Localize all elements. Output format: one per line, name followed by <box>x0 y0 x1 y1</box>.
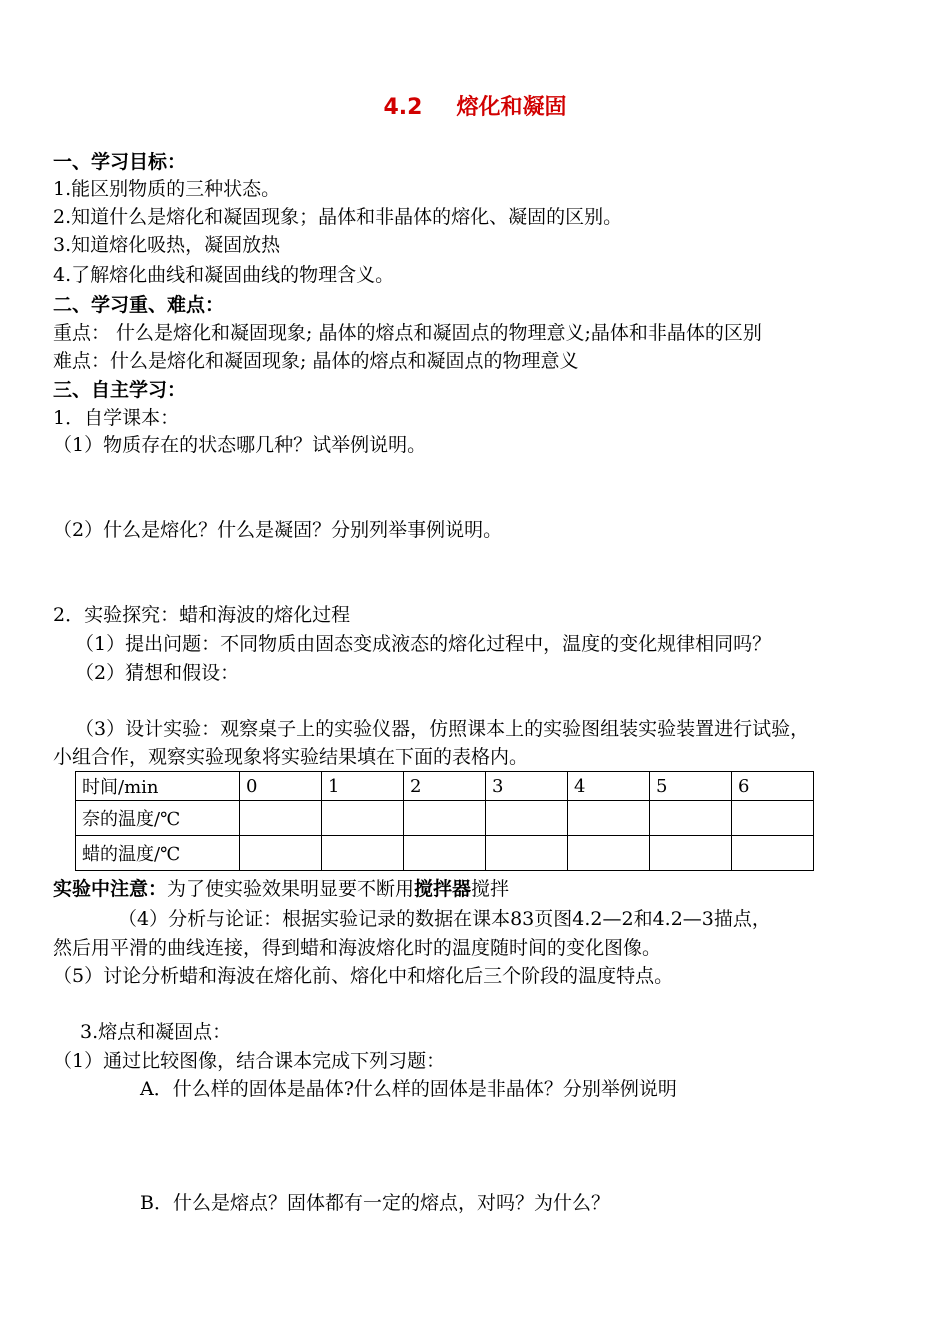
table-header-row <box>76 772 814 801</box>
goal-item-2: 2.知道什么是熔化和凝固现象；晶体和非晶体的熔化、凝固的区别。 <box>53 206 623 228</box>
table-row <box>76 836 814 871</box>
table-header-cell: 时间/min <box>76 772 240 801</box>
table-cell <box>650 801 732 836</box>
experiment-step-3-cont: 小组合作，观察实验现象将实验结果填在下面的表格内。 <box>53 746 529 768</box>
table-cell <box>732 801 814 836</box>
data-table <box>75 771 814 871</box>
experiment-step-1: （1）提出问题：不同物质由固态变成液态的熔化过程中，温度的变化规律相同吗？ <box>75 633 772 655</box>
self-study-item-3: 3.熔点和凝固点： <box>80 1021 232 1043</box>
note-text: 为了使实验效果明显要不断用 <box>167 878 415 900</box>
table-cell <box>568 801 650 836</box>
table-header-cell: 2 <box>404 772 486 801</box>
note-text-end: 搅拌 <box>471 878 510 900</box>
table-cell <box>240 836 322 871</box>
goal-item-4: 4.了解熔化曲线和凝固曲线的物理含义。 <box>53 264 395 286</box>
page-title <box>0 90 950 121</box>
table-cell <box>732 836 814 871</box>
table-header-cell: 1 <box>322 772 404 801</box>
table-header-cell: 5 <box>650 772 732 801</box>
goal-item-3: 3.知道熔化吸热，凝固放热 <box>53 234 281 256</box>
section-heading-key-points: 二、学习重、难点： <box>53 294 225 316</box>
table-cell <box>240 801 322 836</box>
table-cell <box>322 836 404 871</box>
comparison-question: （1）通过比较图像，结合课本完成下列习题： <box>53 1050 446 1072</box>
section-heading-self-study: 三、自主学习： <box>53 379 187 401</box>
experiment-step-5: （5）讨论分析蜡和海波在熔化前、熔化中和熔化后三个阶段的温度特点。 <box>53 965 674 987</box>
note-label: 实验中注意： <box>53 878 168 900</box>
table-cell <box>650 836 732 871</box>
goal-item-1: 1.能区别物质的三种状态。 <box>53 178 281 200</box>
self-study-item-2: 2．实验探究：蜡和海波的熔化过程 <box>53 604 351 626</box>
table-cell <box>486 801 568 836</box>
table-cell <box>568 836 650 871</box>
experiment-note <box>53 876 509 902</box>
experiment-step-4-cont: 然后用平滑的曲线连接，得到蜡和海波熔化时的温度随时间的变化图像。 <box>53 937 662 959</box>
row-label: 奈的温度/℃ <box>76 801 240 836</box>
note-keyword: 搅拌器 <box>414 878 472 900</box>
table-row <box>76 801 814 836</box>
experiment-step-3: （3）设计实验：观察桌子上的实验仪器，仿照课本上的实验图组装实验装置进行试验， <box>75 718 810 740</box>
title-number: 4.2 <box>383 95 423 120</box>
table-cell <box>322 801 404 836</box>
title-text: 熔化和凝固 <box>456 95 567 120</box>
table-header-cell: 4 <box>568 772 650 801</box>
question-a: A．什么样的固体是晶体?什么样的固体是非晶体？分别举例说明 <box>140 1078 677 1100</box>
experiment-step-4: （4）分析与论证：根据实验记录的数据在课本83页图4.2—2和4.2—3描点， <box>118 908 771 930</box>
table-cell <box>404 801 486 836</box>
question-b: B．什么是熔点？固体都有一定的熔点，对吗？为什么？ <box>140 1192 610 1214</box>
row-label: 蜡的温度/℃ <box>76 836 240 871</box>
table-cell <box>486 836 568 871</box>
question-2: （2）什么是熔化？什么是凝固？分别列举事例说明。 <box>53 519 503 541</box>
table-header-cell: 3 <box>486 772 568 801</box>
table-cell <box>404 836 486 871</box>
table-header-cell: 6 <box>732 772 814 801</box>
table-header-cell: 0 <box>240 772 322 801</box>
key-point-text: 重点： 什么是熔化和凝固现象; 晶体的熔点和凝固点的物理意义;晶体和非晶体的区别 <box>53 322 762 344</box>
self-study-item-1: 1．自学课本： <box>53 407 180 429</box>
section-heading-goals: 一、学习目标： <box>53 151 187 173</box>
question-1: （1）物质存在的状态哪几种？试举例说明。 <box>53 434 427 456</box>
difficult-point-text: 难点：什么是熔化和凝固现象; 晶体的熔点和凝固点的物理意义 <box>53 350 579 372</box>
experiment-step-2: （2）猜想和假设： <box>75 662 240 684</box>
